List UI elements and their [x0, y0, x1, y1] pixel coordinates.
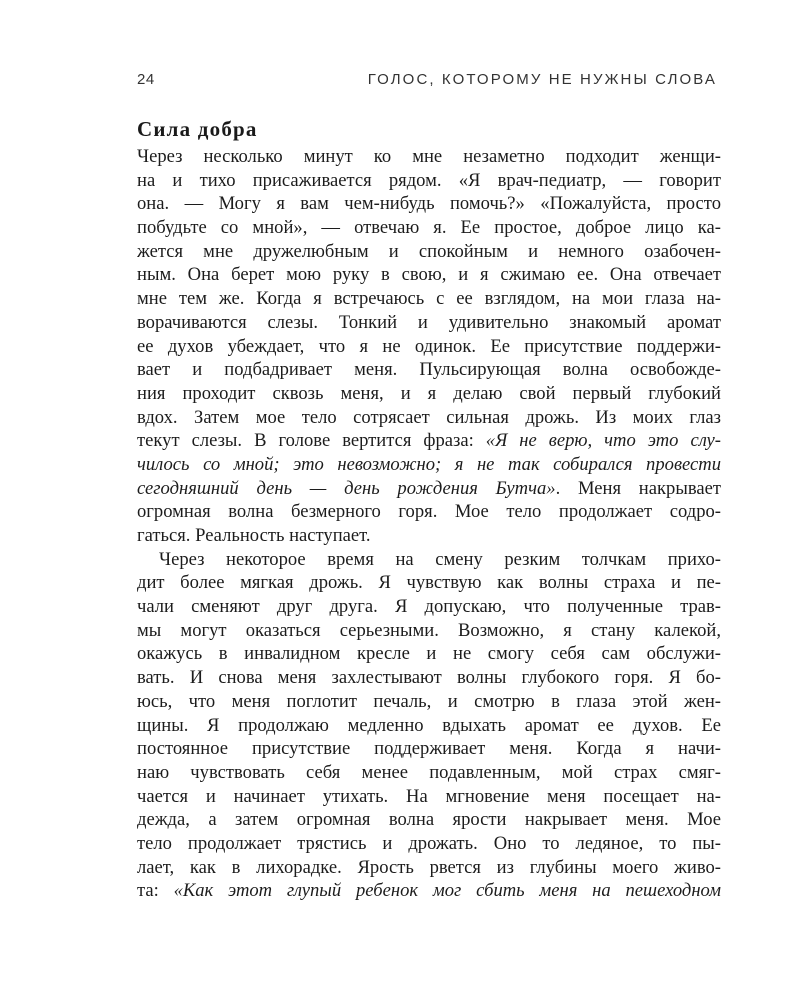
text-line: та: «Как этот глупый ребенок мог сбить меня на пешеходном [137, 880, 721, 902]
text-line: ным. Она берет мою руку в свою, и я сжимаю ее. Она отвечает [137, 264, 721, 286]
text-line: ее духов убеждает, что я не одинок. Ее присутствие поддержи- [137, 335, 721, 357]
text-line: тело продолжает трястись и дрожать. Оно то ледяное, то пы- [137, 832, 721, 854]
text-line: текут слезы. В голове вертится фраза: «Я не верю, что это слу- [137, 430, 721, 452]
text-line: сегодняшний день — день рождения Бутча». Меня накрывает [137, 477, 721, 499]
text-line: постоянное присутствие поддерживает меня. Когда я начи- [137, 738, 721, 760]
text-line: на и тихо присаживается рядом. «Я врач-педиатр, — говорит [137, 169, 721, 191]
text-line: вает и подбадривает меня. Пульсирующая волна освобожде- [137, 359, 721, 381]
text-line: Через несколько минут ко мне незаметно подходит женщи- [137, 146, 721, 167]
italic-quote: «Я не верю, что это слу- [485, 430, 721, 452]
text-line: жется мне дружелюбным и спокойным и немного озабочен- [137, 240, 721, 262]
text-line: побудьте со мной», — отвечаю я. Ее простое, доброе лицо ка- [137, 217, 721, 239]
page-number: 24 [137, 71, 155, 88]
text-line [137, 453, 721, 477]
body-text [137, 145, 721, 903]
text-line: чается и начинает утихать. На мгновение меня посещает на- [137, 785, 721, 807]
text-line: мы могут оказаться серьезными. Возможно, я стану калекой, [137, 619, 721, 641]
text-line: Через некоторое время на смену резким толчкам прихо- [159, 548, 721, 570]
text-line: ния проходит сквозь меня, и я делаю свой первый глубокий [137, 382, 721, 404]
running-head: ГОЛОС, КОТОРОМУ НЕ НУЖНЫ СЛОВА [367, 71, 717, 88]
text-line: окажусь в инвалидном кресле и не смогу себя сам обслужи- [137, 643, 721, 665]
text-line: вать. И снова меня захлестывают волны глубокого горя. Я бо- [137, 667, 721, 689]
text-line: чали сменяют друг друга. Я допускаю, что полученные трав- [137, 596, 721, 618]
text-line: лает, как в лихорадке. Ярость рвется из глубины моего живо- [137, 856, 721, 878]
italic-quote: сегодняшний день — день рождения Бутча» [137, 477, 556, 499]
text-line: она. — Могу я вам чем-нибудь помочь?» «Пожалуйста, просто [137, 193, 721, 215]
text-line: гаться. Реальность наступает. [137, 525, 371, 546]
text-line: вдох. Затем мое тело сотрясает сильная дрожь. Из моих глаз [137, 406, 721, 428]
text-line: огромная волна безмерного горя. Мое тело продолжает содро- [137, 501, 721, 523]
text-line: дежда, а затем огромная волна ярости накрывает меня. Мое [137, 809, 721, 831]
text-line: наю чувствовать себя менее подавленным, мой страх смяг- [137, 761, 721, 783]
italic-quote: чилось со мной; это невозможно; я не так собирался провести [137, 453, 721, 475]
section-title: Сила добра [137, 117, 258, 141]
text-line: юсь, что меня поглотит печаль, и смотрю в глаза этой жен- [137, 690, 721, 712]
text-line: щины. Я продолжаю медленно вдыхать аромат ее духов. Ее [137, 714, 721, 736]
text-line: мне тем же. Когда я встречаюсь с ее взглядом, на мои глаза на- [137, 288, 721, 310]
text-line: ворачиваются слезы. Тонкий и удивительно знакомый аромат [137, 311, 721, 333]
italic-quote: «Как этот глупый ребенок мог сбить меня на пешеходном [173, 880, 721, 902]
text-line: дит более мягкая дрожь. Я чувствую как волны страха и пе- [137, 572, 721, 594]
